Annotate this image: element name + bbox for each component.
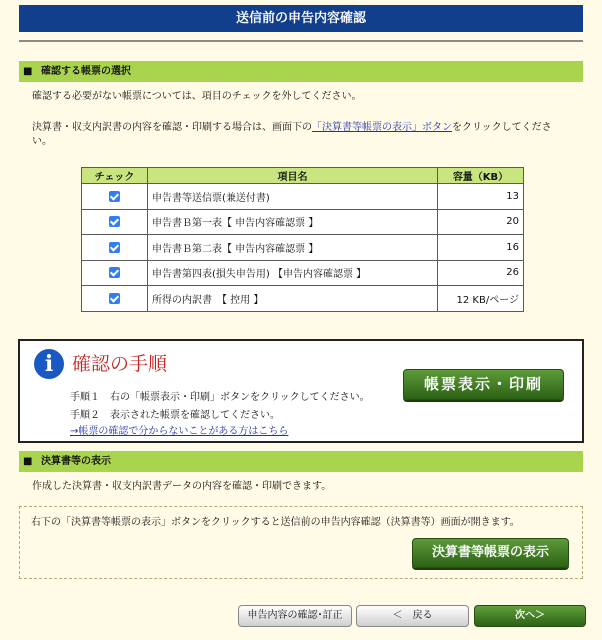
financial-statements-text: 作成した決算書・収支内訳書データの内容を確認・印刷できます。	[32, 481, 332, 492]
form-name: 申告書等送信票(兼送付書)	[148, 184, 438, 210]
financial-statements-panel	[19, 506, 583, 579]
include-checkbox[interactable]	[109, 242, 120, 253]
procedure-panel	[18, 339, 584, 443]
procedure-step-1: 手順１ 右の「帳票表示・印刷」ボタンをクリックしてください。	[70, 392, 370, 403]
form-size: 26	[438, 260, 524, 286]
instruction-text-2: 決算書・収支内訳書の内容を確認・印刷する場合は、画面下の「決算書等帳票の表示」ボタンをクリックしてくださ い。	[32, 122, 552, 147]
next-button[interactable]: 次へ＞	[474, 605, 586, 627]
form-size: 16	[438, 235, 524, 261]
table-row	[82, 260, 524, 286]
include-checkbox[interactable]	[109, 293, 120, 304]
form-size: 13	[438, 184, 524, 210]
form-size: 12 KB/ページ	[438, 286, 524, 312]
section-heading-label: 決算書等の表示	[41, 456, 111, 467]
form-name: 申告書Ｂ第二表【 申告内容確認票 】	[148, 235, 438, 261]
title-divider	[19, 40, 583, 42]
form-name: 所得の内訳書 【 控用 】	[148, 286, 438, 312]
procedure-title: 確認の手順	[72, 353, 168, 375]
table-header-row	[82, 168, 524, 184]
form-size: 20	[438, 209, 524, 235]
column-header-check: チェック	[82, 168, 148, 184]
include-checkbox[interactable]	[109, 267, 120, 278]
page-title: 送信前の申告内容確認	[19, 5, 583, 32]
show-financial-statements-button[interactable]: 決算書等帳票の表示	[412, 538, 569, 568]
instruction-text: 確認する必要がない帳票については、項目のチェックを外してください。	[32, 91, 362, 102]
back-button[interactable]: ＜ 戻る	[356, 605, 469, 627]
confirm-correct-button[interactable]: 申告内容の確認･訂正	[238, 605, 352, 627]
section-heading-select-forms	[19, 61, 583, 82]
forms-table	[81, 167, 524, 312]
financial-statements-link[interactable]: 「決算書等帳票の表示」ボタン	[312, 122, 452, 133]
help-link[interactable]: →帳票の確認で分からないことがある方はこちら	[70, 426, 289, 437]
column-header-name: 項目名	[148, 168, 438, 184]
section-heading-financial-statements	[19, 451, 583, 472]
square-bullet-icon: ■	[23, 456, 33, 467]
include-checkbox[interactable]	[109, 191, 120, 202]
procedure-step-2: 手順２ 表示された帳票を確認してください。	[70, 410, 280, 421]
financial-statements-note: 右下の「決算書等帳票の表示」ボタンをクリックすると送信前の申告内容確認（決算書等）画面が開きます。	[31, 517, 520, 528]
table-row	[82, 209, 524, 235]
info-icon: i	[34, 349, 64, 379]
table-row	[82, 184, 524, 210]
include-checkbox[interactable]	[109, 216, 120, 227]
table-row	[82, 286, 524, 312]
column-header-size: 容量（KB）	[438, 168, 524, 184]
form-name: 申告書第四表(損失申告用) 【申告内容確認票 】	[148, 260, 438, 286]
print-forms-button[interactable]: 帳票表示・印刷	[403, 369, 564, 400]
section-heading-label: 確認する帳票の選択	[41, 66, 131, 77]
form-name: 申告書Ｂ第一表【 申告内容確認票 】	[148, 209, 438, 235]
table-row	[82, 235, 524, 261]
square-bullet-icon: ■	[23, 66, 33, 77]
